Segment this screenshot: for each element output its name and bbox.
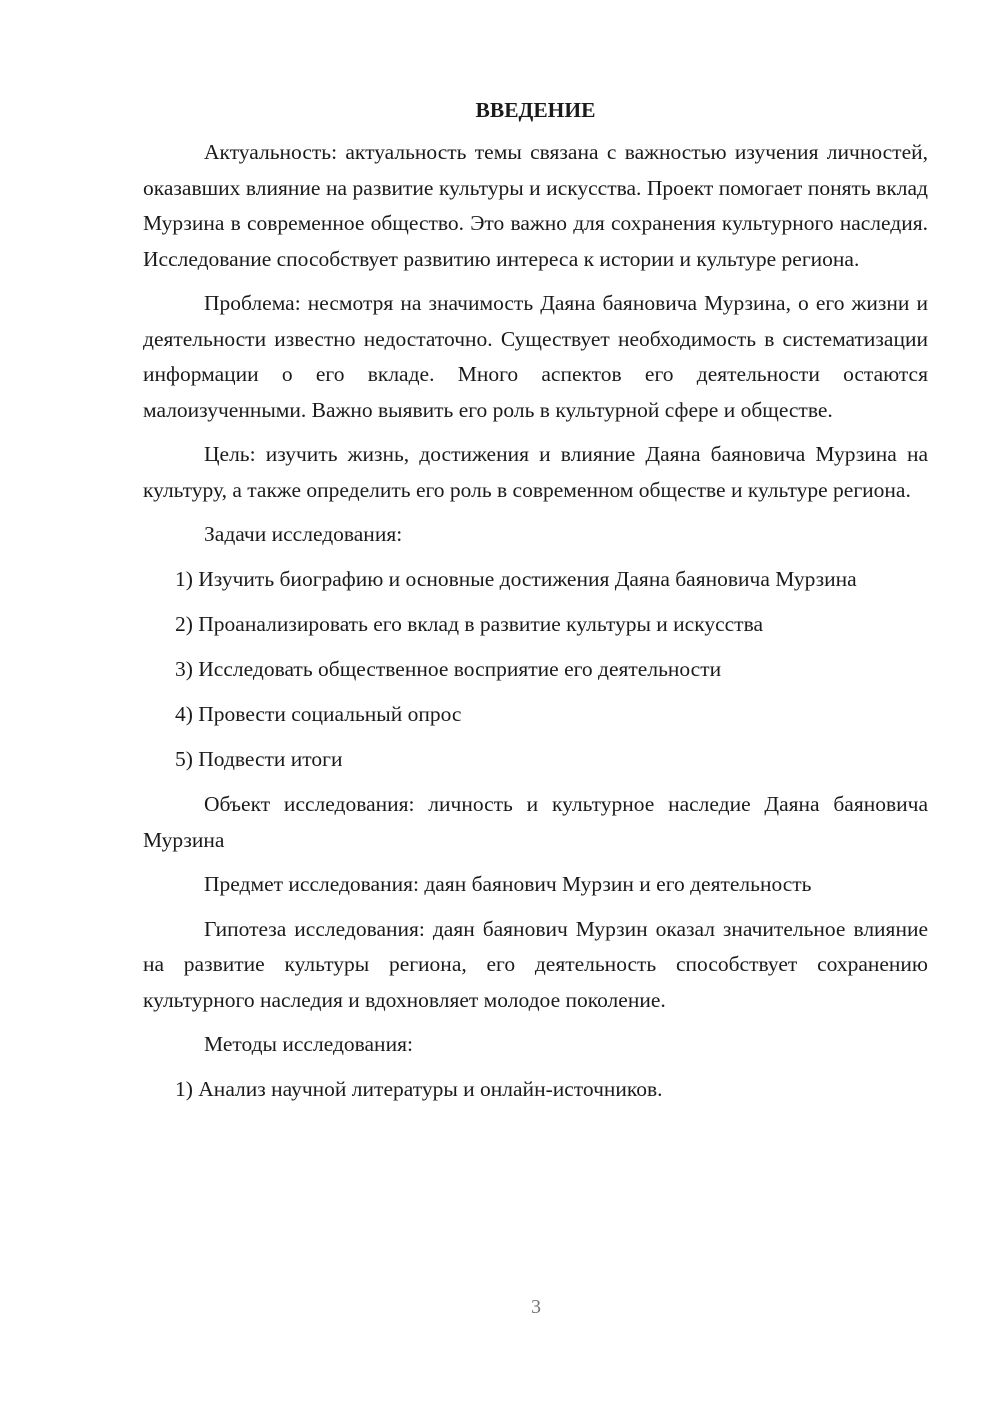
task-item: 5) Подвести итоги	[175, 747, 343, 771]
section-title: ВВЕДЕНИЕ	[475, 98, 596, 122]
task-item: 1) Изучить биографию и основные достижения Даяна баяновича Мурзина	[175, 567, 857, 591]
subject-paragraph: Предмет исследования: даян баянович Мурзин и его деятельность	[204, 872, 812, 896]
object-paragraph: Объект исследования: личность и культурное наследие Даяна баяновича Мурзина	[143, 792, 928, 852]
page-number: 3	[531, 1296, 541, 1318]
method-item: 1) Анализ научной литературы и онлайн-источников.	[175, 1077, 663, 1101]
task-item: 4) Провести социальный опрос	[175, 702, 462, 726]
task-item: 2) Проанализировать его вклад в развитие культуры и искусства	[175, 612, 763, 636]
goal-paragraph: Цель: изучить жизнь, достижения и влияние Даяна баяновича Мурзина на культуру, а также определить его роль в современном обществе и культуре региона.	[143, 442, 928, 502]
document-page	[143, 95, 928, 1117]
task-item: 3) Исследовать общественное восприятие его деятельности	[175, 657, 722, 681]
tasks-heading: Задачи исследования:	[204, 522, 403, 546]
relevance-paragraph: Актуальность: актуальность темы связана с важностью изучения личностей, оказавших влияние на развитие культуры и искусства. Проект помогает понять вклад Мурзина в современное общество. Это важно для сохранения культурного наследия. Исследование способствует развитию интереса к истории и культуре региона.	[143, 140, 928, 271]
problem-paragraph: Проблема: несмотря на значимость Даяна баяновича Мурзина, о его жизни и деятельности известно недостаточно. Существует необходимость в систематизации информации о его вкладе. Много аспектов его деятельности остаются малоизученными. Важно выявить его роль в культурной сфере и обществе.	[143, 291, 928, 422]
hypothesis-paragraph: Гипотеза исследования: даян баянович Мурзин оказал значительное влияние на развитие культуры региона, его деятельность способствует сохранению культурного наследия и вдохновляет молодое поколение.	[143, 916, 928, 1012]
methods-heading: Методы исследования:	[204, 1032, 413, 1056]
